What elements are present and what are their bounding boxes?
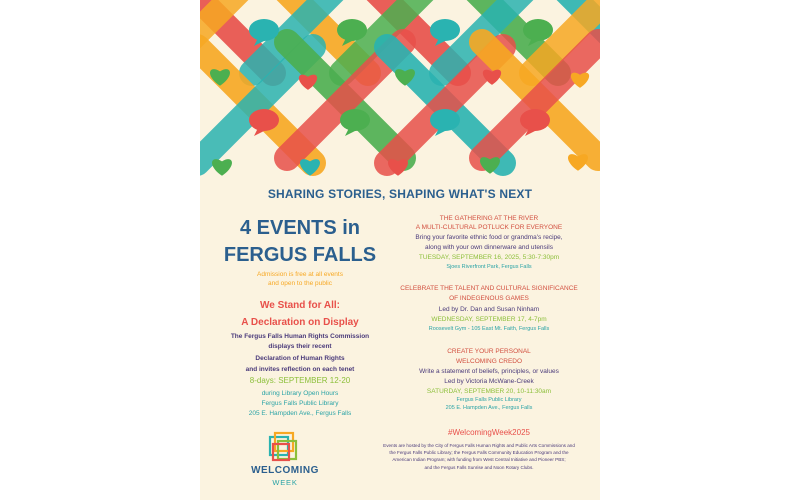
event-1-place: Sjoes Riverfront Park, Fergus Falls <box>446 264 532 270</box>
city-title: FERGUS FALLS <box>223 244 377 266</box>
library-name: Fergus Falls Public Library <box>261 400 339 407</box>
declaration-desc-4: and invites reflection on each tenet <box>245 366 355 373</box>
footer-credits <box>368 442 590 471</box>
admission-line-2: and open to the public <box>268 280 332 287</box>
event-1-date: TUESDAY, SEPTEMBER 16, 2025, 5:30-7:30pm <box>418 254 560 261</box>
tagline: SHARING STORIES, SHAPING WHAT'S NEXT <box>267 187 533 201</box>
event-3-date: SATURDAY, SEPTEMBER 20, 10-11:30am <box>426 388 552 395</box>
declaration-dates: 8-days: SEPTEMBER 12-20 <box>249 376 351 385</box>
speech-bubble-icon-3 <box>337 19 367 41</box>
library-hours: during Library Open Hours <box>261 390 339 397</box>
hashtag: #WelcomingWeek2025 <box>448 428 530 437</box>
speech-bubble-icon-6 <box>340 109 370 131</box>
footer-line-4: and the Fergus Falls Sunrise and Noon Rotary Clubs. <box>424 464 534 470</box>
event-3-title-2: WELCOMING CREDO <box>455 358 523 365</box>
event-2-place: Roosevelt Gym - 105 East Mt. Faith, Fergus Falls <box>428 326 550 332</box>
poster <box>200 0 600 500</box>
speech-bubble-icon-2 <box>430 19 460 41</box>
event-1-desc-1: Bring your favorite ethnic food or grandma's recipe, <box>415 234 563 241</box>
footer-line-1: Events are hosted by the City of Fergus Falls Human Rights and Public Arts Commissions and <box>383 443 575 448</box>
declaration-desc-3: Declaration of Human Rights <box>255 355 345 362</box>
speech-bubble-icon-1 <box>249 19 279 41</box>
event-2-desc-1: Led by Dr. Dan and Susan Ninham <box>438 306 540 313</box>
event-2-date: WEDNESDAY, SEPTEMBER 17, 4-7pm <box>431 316 547 323</box>
heart-icon-5 <box>571 73 589 88</box>
heart-icon-6 <box>212 159 232 176</box>
event-3-desc-1: Write a statement of beliefs, principles, or values <box>419 368 559 375</box>
event-3-desc-2: Led by Victoria McWane-Creek <box>444 378 534 385</box>
event-2-title-1: CELEBRATE THE TALENT AND CULTURAL SIGNIFICANCE <box>400 285 578 292</box>
event-3-place-1: Fergus Falls Public Library <box>456 397 522 403</box>
library-address: 205 E. Hampden Ave., Fergus Falls <box>248 410 352 417</box>
admission-line-1: Admission is free at all events <box>257 271 343 278</box>
event-1-title-2: A MULTI-CULTURAL POTLUCK FOR EVERYONE <box>415 224 563 231</box>
event-1-desc-2: along with your own dinnerware and utensils <box>425 244 553 251</box>
logo-word-2: WEEK <box>272 478 298 487</box>
speech-bubble-icon-4 <box>523 19 553 41</box>
welcoming-week-logo-icon <box>266 431 300 465</box>
decorative-pattern <box>200 0 600 183</box>
speech-bubble-icon-8 <box>520 109 550 131</box>
footer-line-2: the Fergus Falls Public Library; the Fergus Falls Community Education Program and the <box>389 450 569 456</box>
logo-word-1: WELCOMING <box>251 465 319 476</box>
event-1-title-1: THE GATHERING AT THE RIVER <box>439 215 539 222</box>
event-3-place-2: 205 E. Hampden Ave., Fergus Falls <box>445 405 533 411</box>
declaration-desc-2: displays their recent <box>268 343 332 350</box>
footer-line-3: American Indian Program; with funding from West Central Initiative and Pioneer PBS; <box>392 457 566 463</box>
stand-title-1: We Stand for All: <box>260 300 340 311</box>
event-2-title-2: OF INDEGENOUS GAMES <box>449 295 529 302</box>
stand-title-2: A Declaration on Display <box>241 317 359 328</box>
events-count-title: 4 EVENTS in <box>239 217 361 239</box>
speech-bubble-icon-7 <box>430 109 460 131</box>
declaration-desc-1: The Fergus Falls Human Rights Commission <box>230 333 370 340</box>
heart-icon-10 <box>568 154 588 171</box>
event-3-title-1: CREATE YOUR PERSONAL <box>447 348 531 355</box>
speech-bubble-icon-5 <box>249 109 279 131</box>
